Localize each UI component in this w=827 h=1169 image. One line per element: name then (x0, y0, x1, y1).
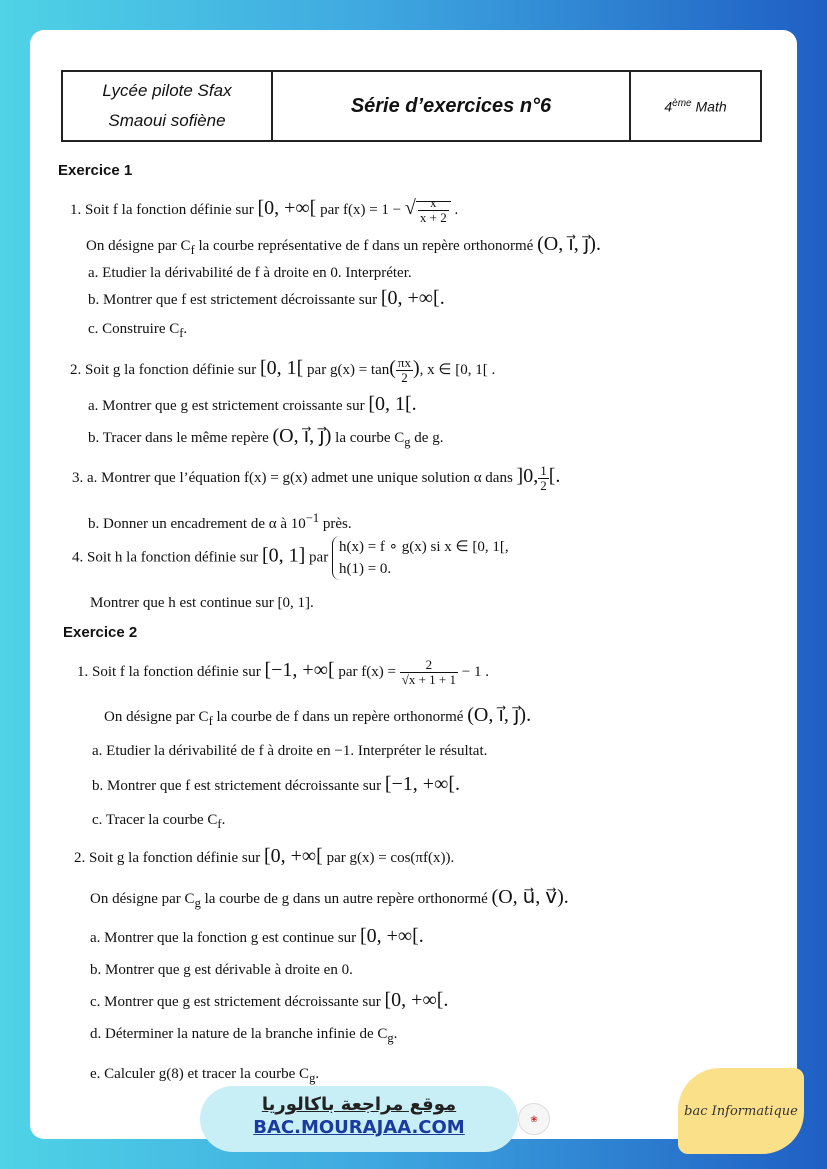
ex1-q1c: c. Construire $C_f$. (88, 321, 188, 340)
ex2-q1: 1. Soit f la fonction définie sur [−1, +∞[ par f(x) = $\frac{2}{√x + 1 + 1}$ − 1 . (77, 657, 489, 687)
ex1-q4-continuity: Montrer que h est continue sur [0, 1]. (90, 595, 314, 611)
ex2-q2e: e. Calculer g(8) et tracer la courbe $C_g$. (90, 1066, 320, 1085)
ex2-q1-curve: On désigne par $C_f$ la courbe de f dans un repère orthonormé (O, i⃗, j⃗). (104, 704, 532, 728)
ex1-q2b: b. Tracer dans le même repère (O, i⃗, j⃗) la courbe $C_g$ de g. (88, 425, 444, 449)
site-logo-icon-right: ❀ (518, 1103, 550, 1135)
footer-site-link[interactable]: BAC.MOURAJAA.COM (253, 1117, 465, 1138)
ex1-q2a: a. Montrer que g est strictement croissante sur [0, 1[. (88, 393, 417, 415)
site-footer-banner[interactable] (200, 1086, 518, 1152)
ex2-q2d: d. Déterminer la nature de la branche infinie de $C_g$. (90, 1026, 398, 1045)
exercise-1-title: Exercice 1 (58, 162, 133, 179)
ex2-q2-curve: On désigne par $C_g$ la courbe de g dans un autre repère orthonormé (O, u⃗, v⃗). (90, 886, 569, 910)
footer-arabic-title: موقع مراجعة باكالوريا (261, 1094, 457, 1115)
ex1-q1b: b. Montrer que f est strictement décroissante sur [0, +∞[. (88, 287, 445, 309)
ex1-q3a: 3. a. Montrer que l’équation f(x) = g(x) admet une unique solution α dans ]0, $\frac{1}{2}$ [. (72, 463, 561, 493)
ex1-q1a: a. Etudier la dérivabilité de f à droite en 0. Interpréter. (88, 265, 412, 281)
document-sheet (30, 30, 797, 1139)
ex2-q1b: b. Montrer que f est strictement décroissante sur [−1, +∞[. (92, 773, 460, 795)
teacher-name: Smaoui sofiène (108, 111, 226, 130)
ex2-q2c: c. Montrer que g est strictement décroissante sur [0, +∞[. (90, 989, 449, 1011)
ex1-q4: 4. Soit h la fonction définie sur [0, 1] par h(x) = f ∘ g(x) si x ∈ [0, 1[, h(1) = 0. (72, 536, 509, 580)
ex1-q3b: b. Donner un encadrement de α à $10^{-1}$ près. (88, 511, 352, 532)
school-name: Lycée pilote Sfax (102, 81, 232, 100)
ex2-q2a: a. Montrer que la fonction g est continue sur [0, +∞[. (90, 925, 424, 947)
ex2-q2: 2. Soit g la fonction définie sur [0, +∞[ par g(x) = cos(πf(x)). (74, 845, 455, 867)
class-level: 4ème Math (664, 97, 727, 115)
ex1-q2: 2. Soit g la fonction définie sur [0, 1[ par g(x) = tan( $\frac{\pi x}{2}$ ), x ∈ [0, 1[ . (70, 355, 496, 385)
header-title-cell (273, 72, 631, 140)
piecewise-definition: h(x) = f ∘ g(x) si x ∈ [0, 1[, h(1) = 0. (332, 536, 509, 580)
ex1-q1: 1. Soit f la fonction définie sur [0, +∞[ par f(x) = 1 − √ $\frac{x}{x + 2}$ . (70, 195, 459, 225)
ex2-q2b: b. Montrer que g est dérivable à droite en 0. (90, 962, 353, 978)
header-table (61, 70, 762, 142)
header-level-cell (631, 72, 760, 140)
ex1-q1-curve: On désigne par $C_f$ la courbe représentative de f dans un repère orthonormé (O, i⃗, j⃗). (86, 233, 601, 257)
ex2-q1c: c. Tracer la courbe $C_f$. (92, 812, 226, 831)
exercise-2-title: Exercice 2 (63, 624, 138, 641)
header-school-cell (63, 72, 273, 140)
ex2-q1a: a. Etudier la dérivabilité de f à droite en −1. Interpréter le résultat. (92, 743, 488, 759)
bac-informatique-badge: bac Informatique (678, 1068, 804, 1154)
series-title: Série d’exercices n°6 (350, 94, 552, 117)
